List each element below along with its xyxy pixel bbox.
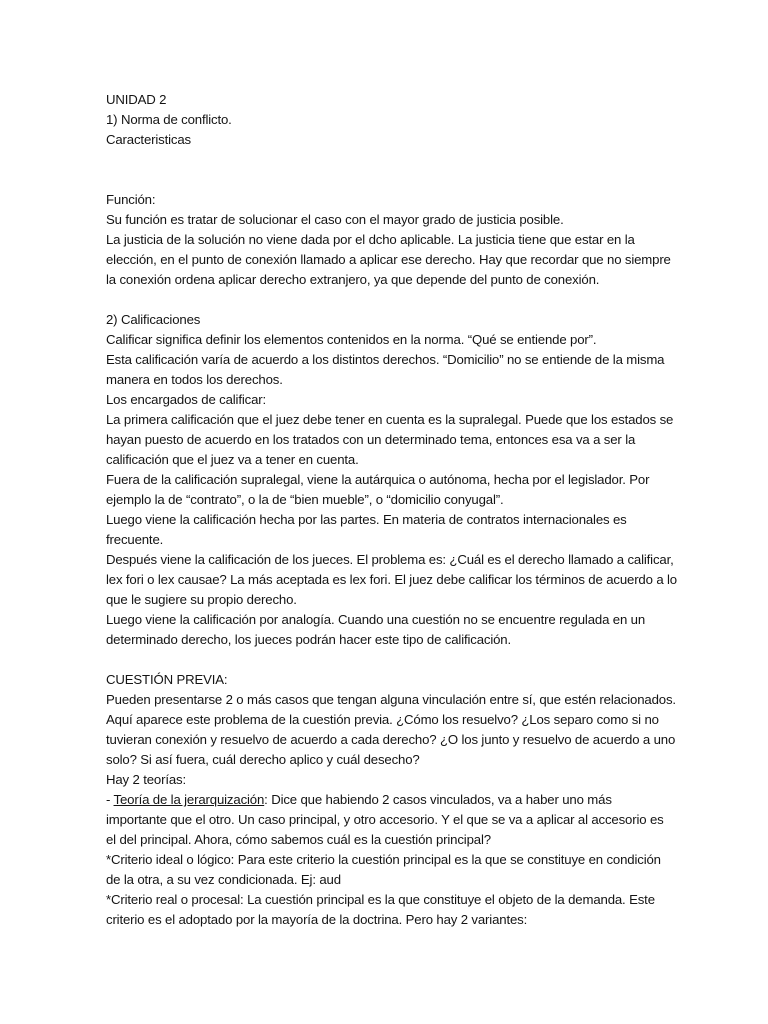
paragraph-line: elección, en el punto de conexión llamado a aplicar ese derecho. Hay que recordar que no siempre xyxy=(106,252,671,267)
paragraph-line: determinado derecho, los jueces podrán hacer este tipo de calificación. xyxy=(106,632,512,647)
paragraph-line: criterio es el adoptado por la mayoría de la doctrina. Pero hay 2 variantes: xyxy=(106,912,528,927)
document-page xyxy=(106,90,677,930)
paragraph-line: la conexión ordena aplicar derecho extranjero, ya que depende del punto de conexión. xyxy=(106,272,600,287)
paragraph-line: el del principal. Ahora, cómo sabemos cuál es la cuestión principal? xyxy=(106,832,491,847)
paragraph-line: solo? Si así fuera, cuál derecho aplico y cuál desecho? xyxy=(106,752,420,767)
paragraph-line: Aquí aparece este problema de la cuestión previa. ¿Cómo los resuelvo? ¿Los separo como si no xyxy=(106,712,659,727)
cuestion-previa-heading: CUESTIÓN PREVIA: xyxy=(106,672,228,687)
paragraph-line: que le sugiere su propio derecho. xyxy=(106,592,297,607)
paragraph-line: de la otra, a su vez condicionada. Ej: aud xyxy=(106,872,341,887)
unit-title: UNIDAD 2 xyxy=(106,92,167,107)
spacer xyxy=(106,290,666,310)
paragraph-line: Luego viene la calificación hecha por las partes. En materia de contratos internacionales es xyxy=(106,512,627,527)
subsection-caracteristicas: Caracteristicas xyxy=(106,132,191,147)
paragraph-line: importante que el otro. Un caso principal, y otro accesorio. Y el que se va a aplicar al accesorio es xyxy=(106,812,664,827)
list-dash: - xyxy=(106,792,114,807)
paragraph-line: Después viene la calificación de los jueces. El problema es: ¿Cuál es el derecho llamado a calificar, xyxy=(106,552,674,567)
spacer xyxy=(106,150,666,170)
paragraph-line: lex fori o lex causae? La más aceptada es lex fori. El juez debe calificar los términos de acuerdo a lo xyxy=(106,572,677,587)
paragraph-line: Los encargados de calificar: xyxy=(106,392,267,407)
paragraph-line: *Criterio ideal o lógico: Para este criterio la cuestión principal es la que se constituye en condición xyxy=(106,852,661,867)
paragraph-line: La primera calificación que el juez debe tener en cuenta es la supralegal. Puede que los estados se xyxy=(106,412,674,427)
teoria-line xyxy=(106,790,666,810)
paragraph-line: Su función es tratar de solucionar el caso con el mayor grado de justicia posible. xyxy=(106,212,564,227)
paragraph-line: Calificar significa definir los elementos contenidos en la norma. “Qué se entiende por”. xyxy=(106,332,597,347)
paragraph-line: tuvieran conexión y resuelvo de acuerdo a cada derecho? ¿O los junto y resuelvo de acuerdo a uno xyxy=(106,732,676,747)
paragraph-line: Luego viene la calificación por analogía. Cuando una cuestión no se encuentre regulada en un xyxy=(106,612,646,627)
paragraph-line: frecuente. xyxy=(106,532,164,547)
funcion-heading: Función: xyxy=(106,192,156,207)
paragraph-line: manera en todos los derechos. xyxy=(106,372,283,387)
teoria-jerarquizacion-term: Teoría de la jerarquización xyxy=(113,792,265,807)
calificaciones-heading: 2) Calificaciones xyxy=(106,312,201,327)
paragraph-line: hayan puesto de acuerdo en los tratados con un determinado tema, entonces esa va a ser la xyxy=(106,432,636,447)
spacer xyxy=(106,650,666,670)
paragraph-line: Hay 2 teorías: xyxy=(106,772,186,787)
spacer xyxy=(106,170,666,190)
paragraph-line: calificación que el juez va a tener en cuenta. xyxy=(106,452,359,467)
paragraph-line: *Criterio real o procesal: La cuestión principal es la que constituye el objeto de la demanda. Este xyxy=(106,892,655,907)
teoria-description: : Dice que habiendo 2 casos vinculados, va a haber uno más xyxy=(264,792,612,807)
section-title-norma: 1) Norma de conflicto. xyxy=(106,112,232,127)
paragraph-line: La justicia de la solución no viene dada por el dcho aplicable. La justicia tiene que estar en la xyxy=(106,232,635,247)
paragraph-line: Pueden presentarse 2 o más casos que tengan alguna vinculación entre sí, que estén relacionados. xyxy=(106,692,676,707)
paragraph-line: ejemplo la de “contrato”, o la de “bien mueble”, o “domicilio conyugal”. xyxy=(106,492,504,507)
paragraph-line: Fuera de la calificación supralegal, viene la autárquica o autónoma, hecha por el legislador. Por xyxy=(106,472,650,487)
paragraph-line: Esta calificación varía de acuerdo a los distintos derechos. “Domicilio” no se entiende de la misma xyxy=(106,352,665,367)
